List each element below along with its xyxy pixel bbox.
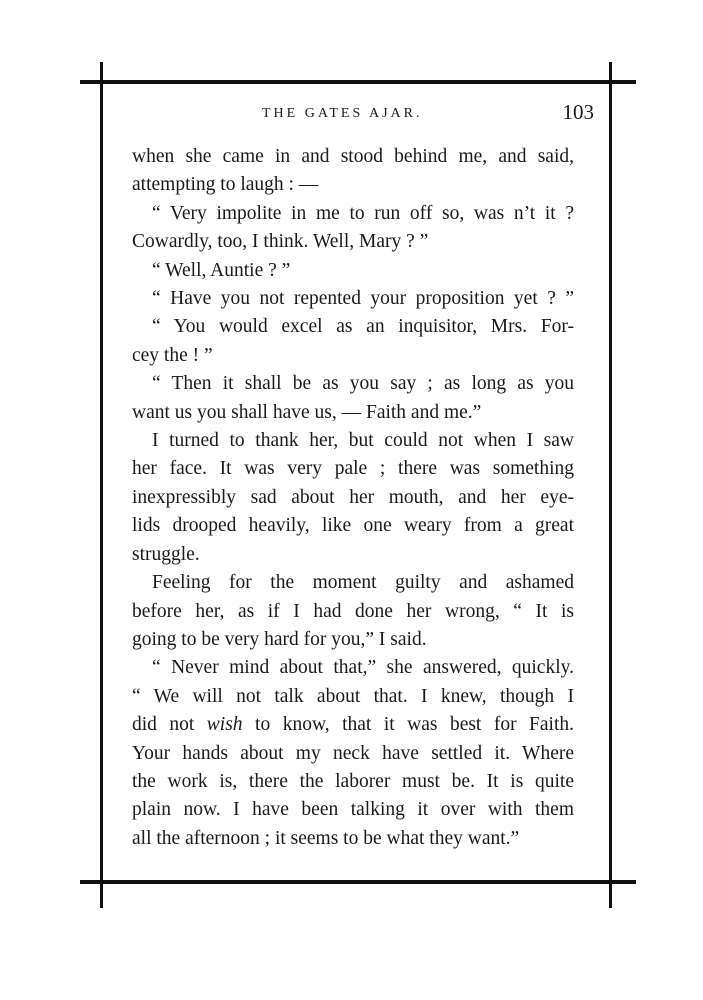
text-line: her face. It was very pale ; there was something: [132, 458, 574, 480]
paragraph: [132, 228, 574, 256]
paragraph: [132, 455, 574, 483]
paragraph: [132, 342, 574, 370]
paragraph: [132, 683, 574, 711]
paragraph: [132, 796, 574, 824]
text-line: struggle.: [132, 543, 200, 565]
paragraph: [132, 740, 574, 768]
top-rule: [80, 80, 636, 84]
running-title: THE GATES AJAR.: [262, 106, 423, 121]
text-line: going to be very hard for you,” I said.: [132, 628, 427, 650]
paragraph: [132, 825, 574, 853]
text-line: the work is, there the laborer must be. It is quite: [132, 770, 574, 792]
paragraph: [132, 512, 574, 540]
paragraph: [132, 569, 574, 597]
text-line: all the afternoon ; it seems to be what they want.”: [132, 827, 520, 849]
paragraph: [132, 427, 574, 455]
right-rule: [609, 62, 612, 908]
paragraph: [132, 200, 574, 228]
paragraph: [132, 143, 574, 171]
text-line: “ Have you not repented your proposition yet ? ”: [152, 288, 574, 310]
text-line: “ Never mind about that,” she answered, quickly.: [152, 657, 574, 679]
paragraph: [132, 370, 574, 398]
text-line: plain now. I have been talking it over with them: [132, 799, 574, 821]
text-line: before her, as if I had done her wrong, “ It is: [132, 600, 574, 622]
text-line: cey the ! ”: [132, 344, 213, 366]
body-text: [132, 143, 574, 853]
text-line: “ Then it shall be as you say ; as long as you: [152, 373, 574, 395]
text-line: Your hands about my neck have settled it. Where: [132, 742, 574, 764]
paragraph: [132, 285, 574, 313]
paragraph: [132, 626, 574, 654]
page-number: 103: [562, 100, 594, 124]
paragraph: [132, 711, 574, 739]
text-line: “ Well, Auntie ? ”: [152, 259, 291, 281]
text-line: attempting to laugh : —: [132, 174, 319, 196]
text-line: lids drooped heavily, like one weary from a great: [132, 515, 574, 537]
text-line: “ We will not talk about that. I knew, though I: [132, 685, 574, 707]
paragraph: [132, 598, 574, 626]
page-header: [132, 100, 594, 130]
paragraph: [132, 257, 574, 285]
paragraph: [132, 654, 574, 682]
text-line: Cowardly, too, I think. Well, Mary ? ”: [132, 231, 429, 253]
text-line: “ Very impolite in me to run off so, was n’t it ?: [152, 202, 574, 224]
text-line: “ You would excel as an inquisitor, Mrs. For-: [152, 316, 574, 338]
paragraph: [132, 484, 574, 512]
text-line: to know, that it was best for Faith.: [255, 714, 575, 736]
text-line: I turned to thank her, but could not when I saw: [152, 430, 574, 452]
paragraph: [132, 313, 574, 341]
paragraph: [132, 171, 574, 199]
paragraph: [132, 399, 574, 427]
text-line: when she came in and stood behind me, and said,: [132, 146, 574, 167]
text-line: Feeling for the moment guilty and ashamed: [152, 572, 574, 594]
text-line: did not: [132, 714, 195, 736]
left-rule: [100, 62, 103, 908]
emphasis-word: wish: [206, 714, 243, 736]
paragraph: [132, 541, 574, 569]
bottom-rule: [80, 880, 636, 884]
text-line: want us you shall have us, — Faith and me.”: [132, 401, 482, 423]
paragraph: [132, 768, 574, 796]
text-line: inexpressibly sad about her mouth, and her eye-: [132, 486, 574, 508]
